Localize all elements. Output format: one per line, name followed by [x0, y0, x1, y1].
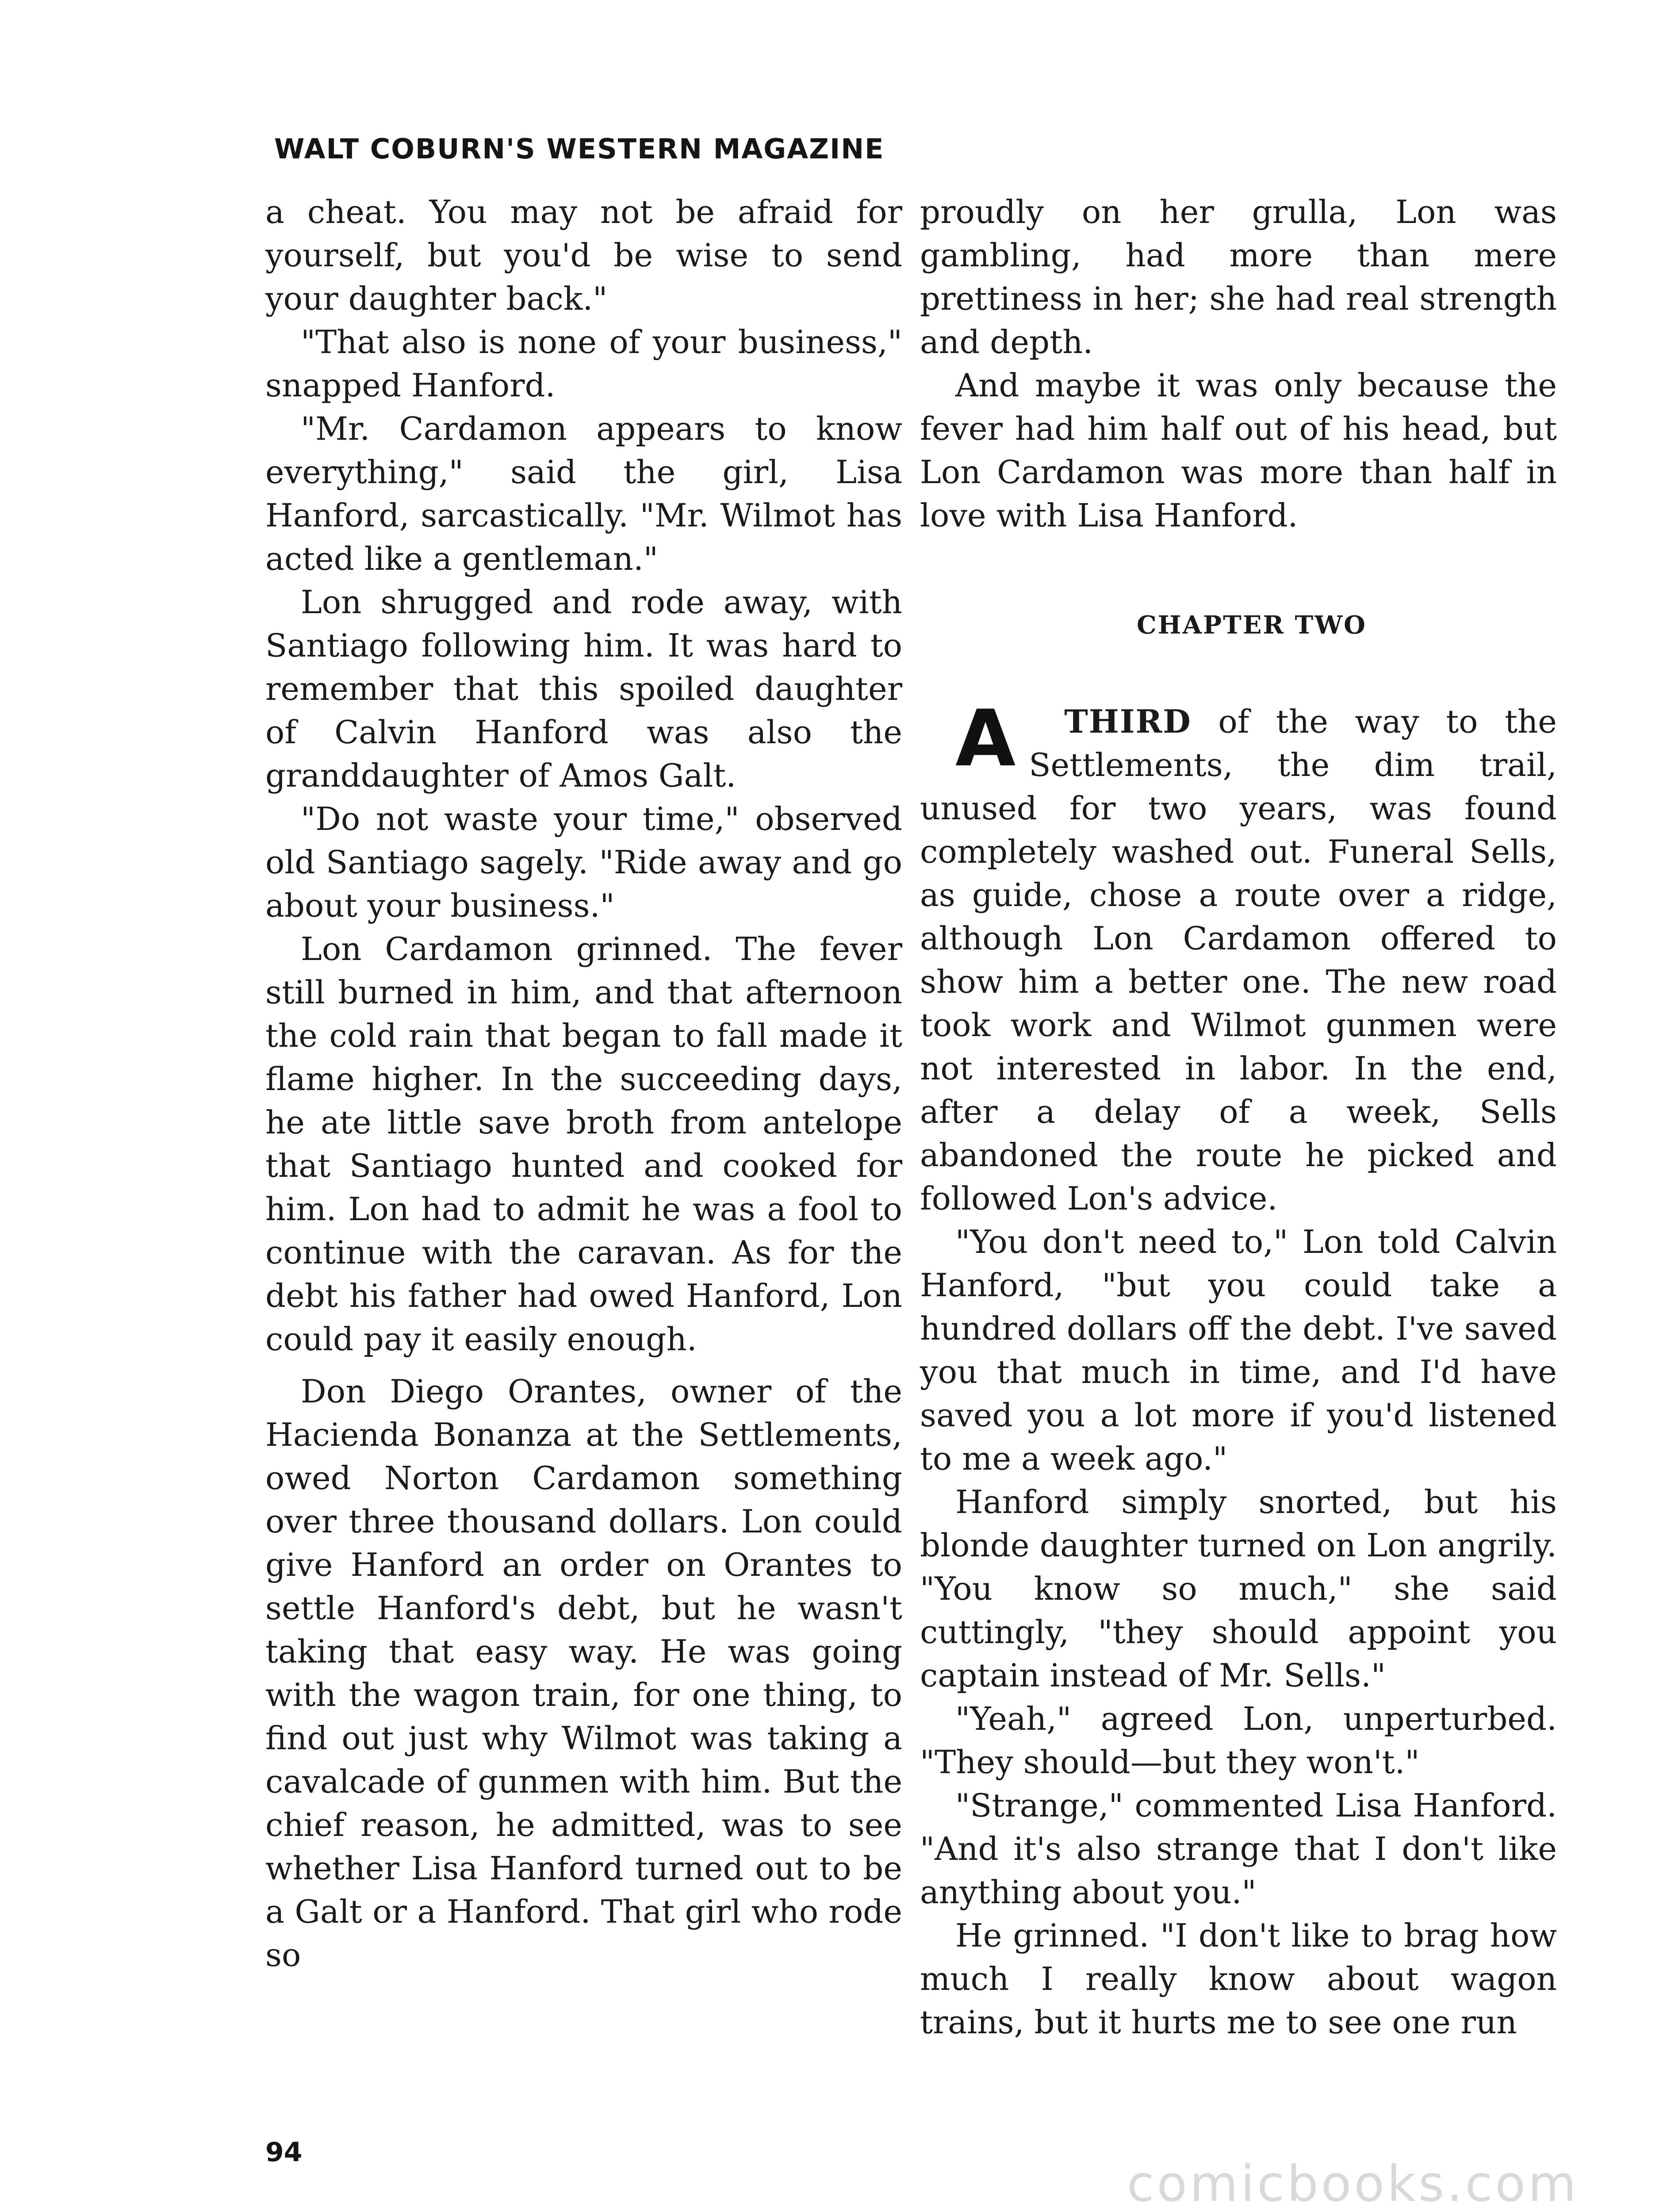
- chapter-opening-paragraph: [920, 693, 1557, 1220]
- paragraph: "You don't need to," Lon told Calvin Hanford, "but you could take a hundred dollars off the debt. I've saved you that much in time, and I'd have saved you a lot more if you'd listened to me a week ago.": [920, 1223, 1557, 1477]
- left-column: [265, 190, 902, 1977]
- paragraph: He grinned. "I don't like to brag how much I really know about wagon trains, but it hurts me to see one run: [920, 1917, 1557, 2041]
- paragraph: "Yeah," agreed Lon, unperturbed. "They should—but they won't.": [920, 1700, 1557, 1781]
- paragraph: Lon shrugged and rode away, with Santiago following him. It was hard to remember that this spoiled daughter of Calvin Hanford was also the granddaughter of Amos Galt.: [265, 584, 902, 794]
- paragraph: "Do not waste your time," observed old Santiago sagely. "Ride away and go about your business.": [265, 800, 902, 924]
- running-head: WALT COBURN'S WESTERN MAGAZINE: [274, 133, 885, 165]
- paragraph: Don Diego Orantes, owner of the Hacienda Bonanza at the Settlements, owed Norton Cardamon something over three thousand dollars. Lon could give Hanford an order on Orantes to settle Hanford's debt, but he wasn't taking that easy way. He was going with the wagon train, for one thing, to find out just why Wilmot was taking a cavalcade of gunmen with him. But the chief reason, he admitted, was to see whether Lisa Hanford turned out to be a Galt or a Hanford. That girl who rode so: [265, 1373, 902, 1974]
- paragraph: And maybe it was only because the fever had him half out of his head, but Lon Cardamon was more than half in love with Lisa Hanford.: [920, 367, 1557, 534]
- opening-text: of the way to the Settlements, the dim trail, unused for two years, was found completely washed out. Funeral Sells, as guide, chose a route over a ridge, although Lon Cardamon offered to show him a better one. The new road took work and Wilmot gunmen were not interested in labor. In the end, after a delay of a week, Sells abandoned the route he picked and followed Lon's advice.: [920, 703, 1557, 1217]
- paragraph: "Strange," commented Lisa Hanford. "And it's also strange that I don't like anything about you.": [920, 1787, 1557, 1911]
- opening-smallcaps: THIRD: [1064, 703, 1192, 740]
- paragraph: a cheat. You may not be afraid for yourself, but you'd be wise to send your daughter back.": [265, 193, 902, 317]
- chapter-heading: CHAPTER TWO: [1137, 611, 1367, 640]
- page-number: 94: [265, 2137, 303, 2168]
- watermark: comicbooks.com: [1127, 2155, 1579, 2212]
- right-column: [920, 190, 1557, 2044]
- paragraph: "That also is none of your business," snapped Hanford.: [265, 323, 902, 404]
- paragraph: proudly on her grulla, Lon was gambling, had more than mere prettiness in her; she had real strength and depth.: [920, 193, 1557, 361]
- drop-cap: A: [955, 693, 1016, 784]
- paragraph: Hanford simply snorted, but his blonde daughter turned on Lon angrily. "You know so much," she said cuttingly, "they should appoint you captain instead of Mr. Sells.": [920, 1483, 1557, 1694]
- paragraph: Lon Cardamon grinned. The fever still burned in him, and that afternoon the cold rain that began to fall made it flame higher. In the succeeding days, he ate little save broth from antelope that Santiago hunted and cooked for him. Lon had to admit he was a fool to continue with the caravan. As for the debt his father had owed Hanford, Lon could pay it easily enough.: [265, 930, 902, 1358]
- paragraph: "Mr. Cardamon appears to know everything," said the girl, Lisa Hanford, sarcastically. "Mr. Wilmot has acted like a gentleman.": [265, 410, 902, 577]
